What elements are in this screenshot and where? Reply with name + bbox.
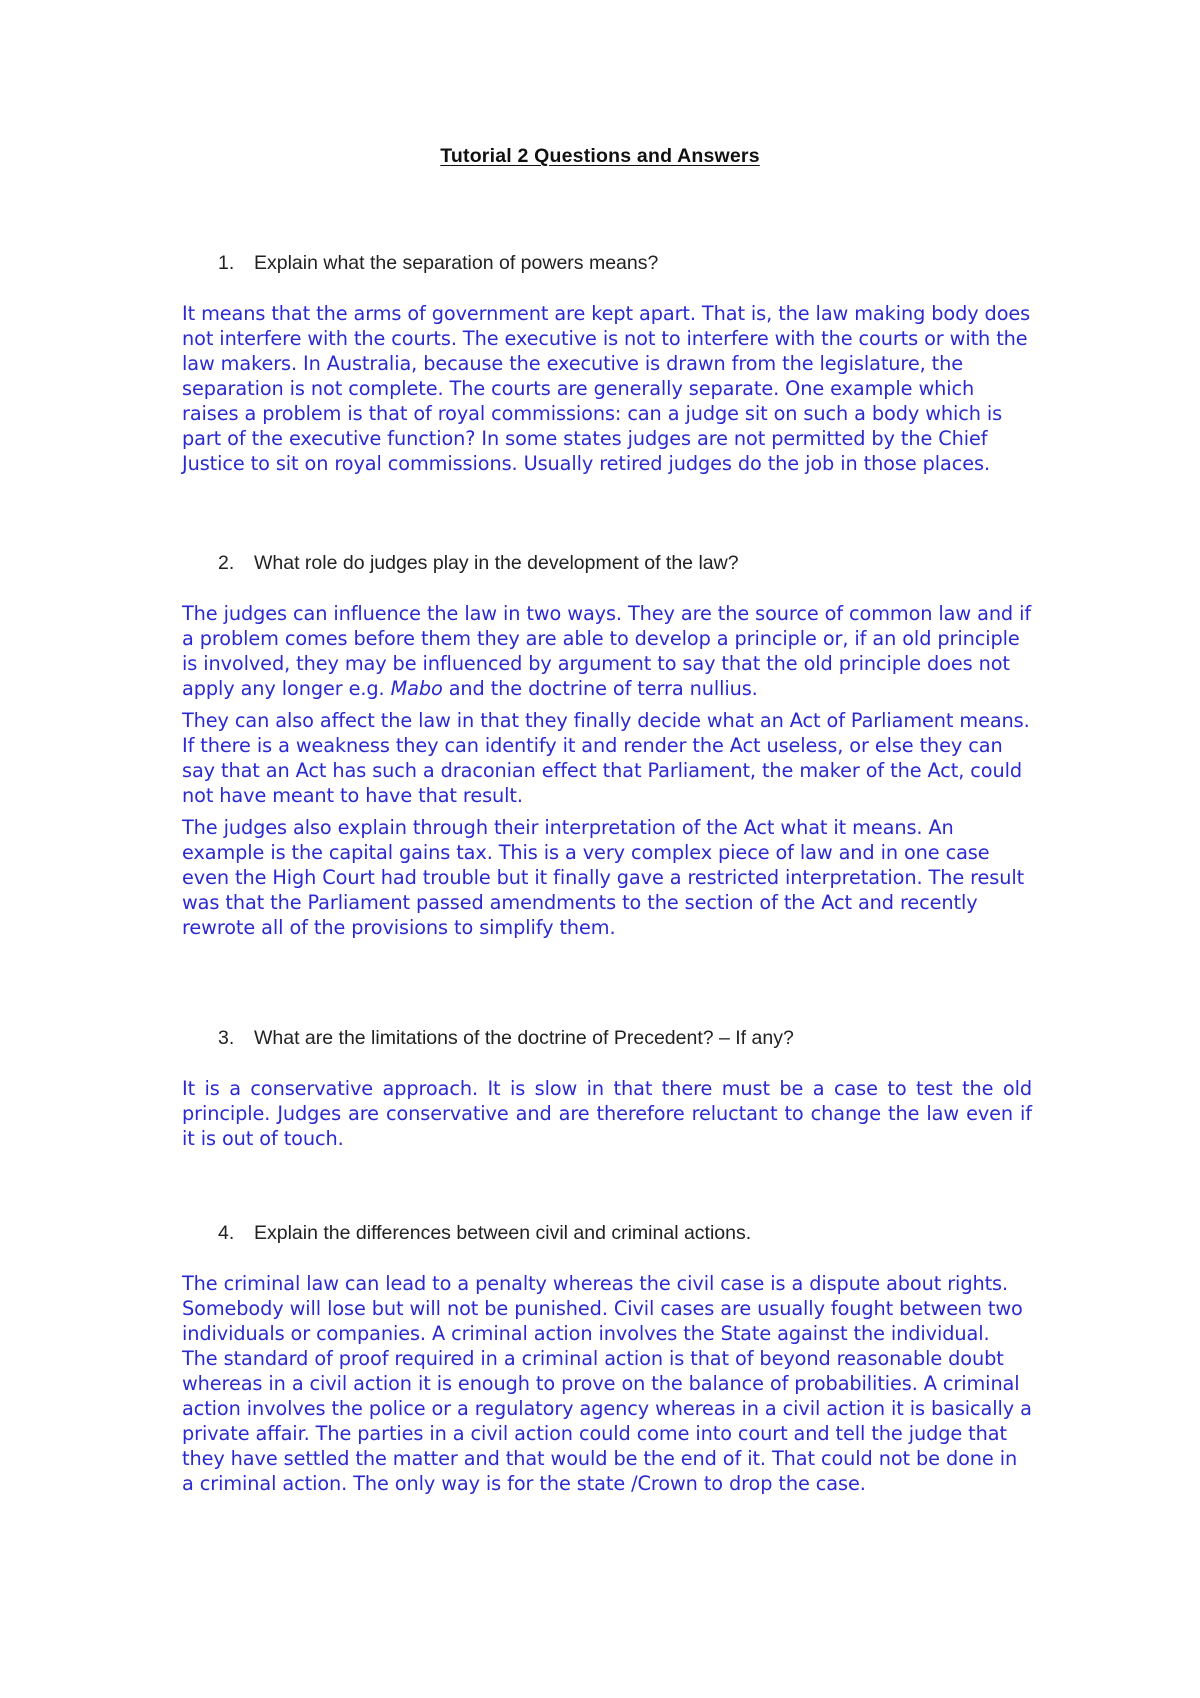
answer-2 [182,601,1032,940]
question-number: 2. [218,552,235,574]
answer-paragraph: It is a conservative approach. It is slow in that there must be a case to test the old principle. Judges are conservative and are therefore reluctant to change the law even if it is out of touch. [182,1077,1032,1150]
question-number: 3. [218,1027,235,1049]
question-1 [218,252,658,275]
question-3 [218,1027,794,1050]
question-4 [218,1222,751,1245]
question-2 [218,552,739,575]
case-name: Mabo [390,677,443,700]
answer-3 [182,1076,1032,1151]
question-number: 4. [218,1222,235,1244]
question-text: Explain the differences between civil and criminal actions. [254,1222,752,1244]
answer-paragraph: They can also affect the law in that they finally decide what an Act of Parliament means. If there is a weakness they can identify it and render the Act useless, or else they can say that an Act has such a draconian effect that Parliament, the maker of the Act, could not have meant to have that result. [182,709,1030,807]
question-text: Explain what the separation of powers means? [254,252,659,274]
answer-paragraph: The criminal law can lead to a penalty whereas the civil case is a dispute about rights. Somebody will lose but will not be punished. Civil cases are usually fought between two individuals or companies. A criminal action involves the State against the individual. [182,1272,1023,1345]
answer-text: The judges can influence the law in two ways. They are the source of common law and if a problem comes before them they are able to develop a principle or, if an old principle is involved, they may be influenced by argument to say that the old principle does not apply any longer e.g. [182,602,1032,700]
answer-1 [182,301,1032,476]
question-text: What are the limitations of the doctrine of Precedent? – If any? [254,1027,794,1049]
answer-paragraph: It means that the arms of government are kept apart. That is, the law making body does not interfere with the courts. The executive is not to interfere with the courts or with the law makers. In Australia, because the executive is drawn from the legislature, the separation is not complete. The courts are generally separate. One example which raises a problem is that of royal commissions: can a judge sit on such a body which is part of the executive function? In some states judges are not permitted by the Chief Justice to sit on royal commissions. Usually retired judges do the job in those places. [182,302,1031,475]
answer-text: and the doctrine of terra nullius. [442,677,758,700]
page-title: Tutorial 2 Questions and Answers [440,145,760,167]
answer-paragraph: The judges also explain through their interpretation of the Act what it means. An example is the capital gains tax. This is a very complex piece of law and in one case even the High Court had trouble but it finally gave a restricted interpretation. The result was that the Parliament passed amendments to the section of the Act and recently rewrote all of the provisions to simplify them. [182,816,1025,939]
question-number: 1. [218,252,235,274]
answer-4 [182,1271,1032,1496]
answer-paragraph: The standard of proof required in a criminal action is that of beyond reasonable doubt whereas in a civil action it is enough to prove on the balance of probabilities. A criminal action involves the police or a regulatory agency whereas in a civil action it is basically a private affair. The parties in a civil action could come into court and tell the judge that they have settled the matter and that would be the end of it. That could not be done in a criminal action. The only way is for the state /Crown to drop the case. [182,1347,1032,1495]
question-text: What role do judges play in the development of the law? [254,552,739,574]
answer-paragraph [182,601,1032,701]
